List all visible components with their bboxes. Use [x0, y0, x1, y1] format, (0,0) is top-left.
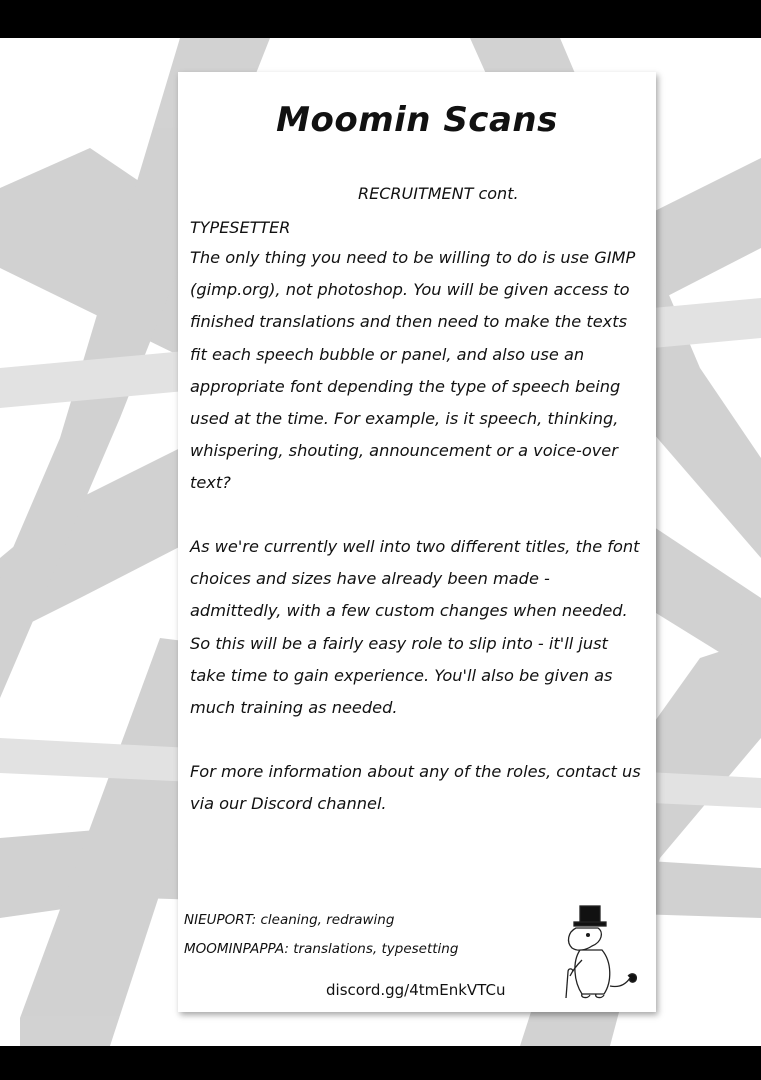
paragraph-contact-info: For more information about any of the roles, contact us via our Discord channel.	[190, 762, 641, 814]
discord-link[interactable]: discord.gg/4tmEnkVTCu	[326, 981, 506, 999]
section-label-typesetter: TYPESETTER	[190, 218, 291, 237]
paragraph-current-titles: As we're currently well into two different titles, the font choices and sizes have already been made - admittedly, with a few custom changes when needed. So this will be a fairly easy role to slip into - it'll just take time to gain experience. You'll also be given as much training as needed.	[190, 537, 640, 718]
credits-block	[184, 906, 458, 964]
credit-line: NIEUPORT: cleaning, redrawing	[184, 912, 395, 928]
page-subtitle: RECRUITMENT cont.	[358, 184, 519, 203]
moominpappa-top-hat-icon	[558, 902, 648, 1002]
recruitment-card	[178, 72, 656, 1012]
page-title: Moomin Scans	[276, 100, 558, 140]
paragraph-typesetter-duties: The only thing you need to be willing to do is use GIMP (gimp.org), not photoshop. You will be given access to finished translations and then need to make the texts fit each speech bubble or panel, and also use an appropriate font depending the type of speech being used at the time. For example, is it speech, thinking, whispering, shouting, announcement or a voice-over text?	[190, 248, 636, 493]
credit-line: MOOMINPAPPA: translations, typesetting	[184, 941, 459, 957]
